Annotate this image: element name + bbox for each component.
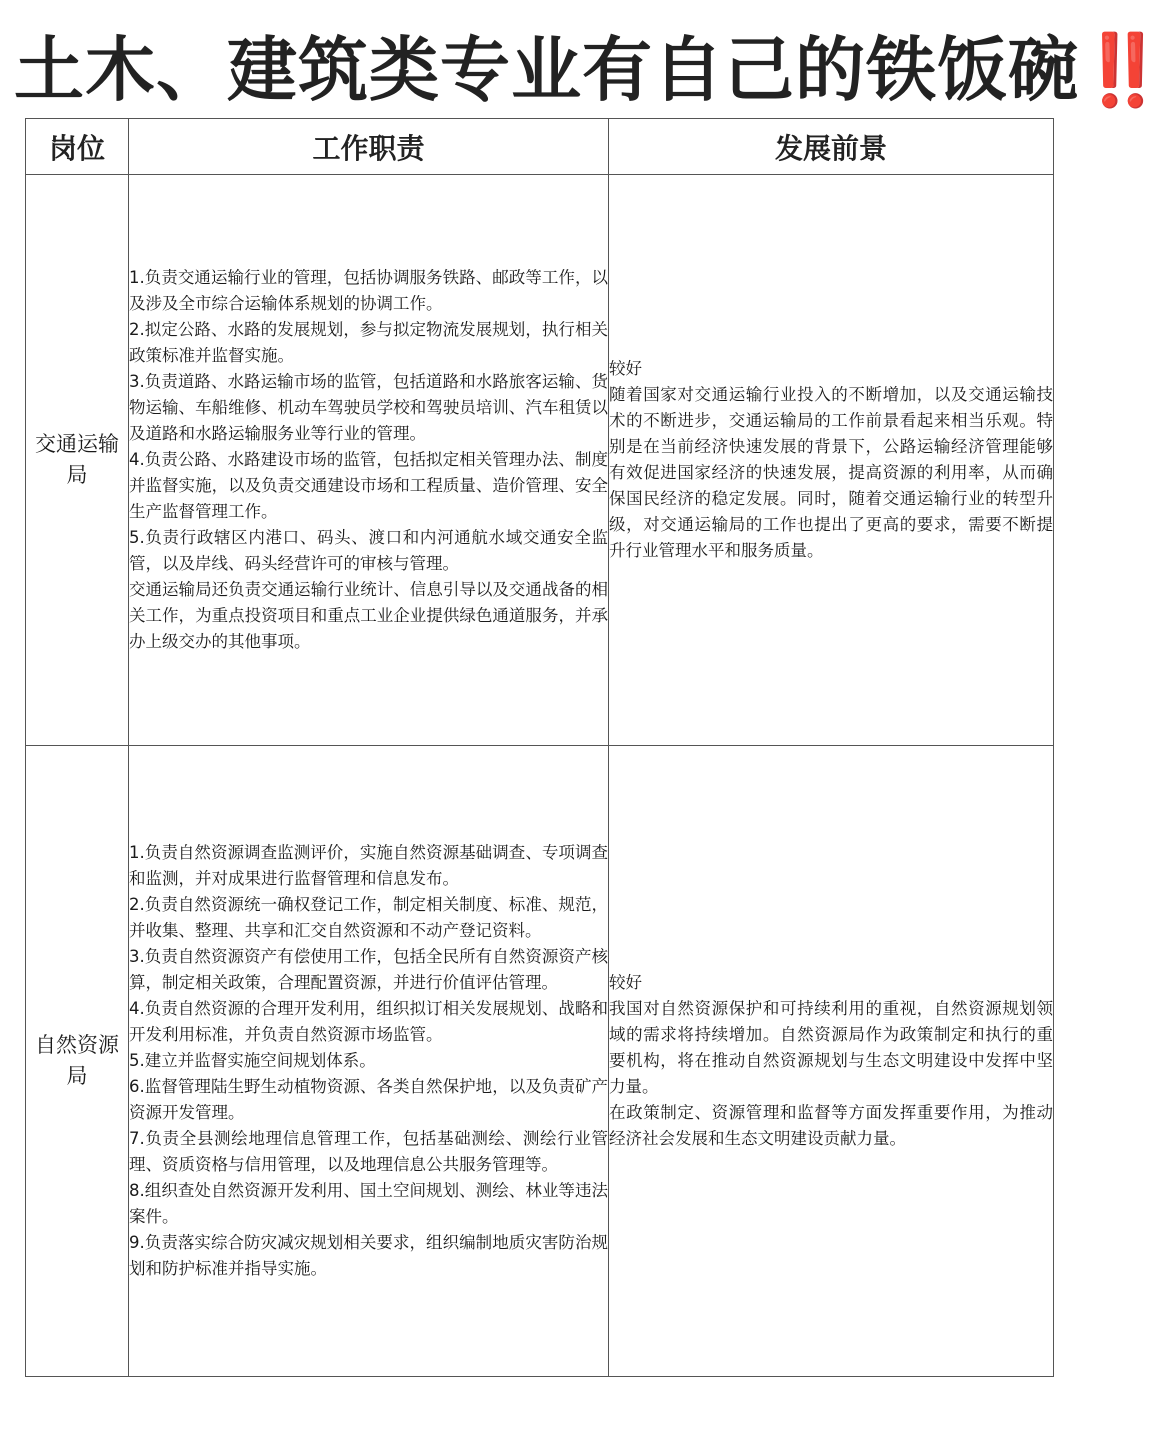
- duty-item: 1.负责自然资源调查监测评价，实施自然资源基础调查、专项调查和监测，并对成果进行监督管理和信息发布。: [129, 843, 608, 888]
- header-prospects: 发展前景: [609, 119, 1054, 175]
- duty-item: 3.负责自然资源资产有偿使用工作，包括全民所有自然资源资产核算，制定相关政策，合理配置资源，并进行价值评估管理。: [129, 947, 608, 992]
- duty-item: 4.负责公路、水路建设市场的监管，包括拟定相关管理办法、制度并监督实施，以及负责交通建设市场和工程质量、造价管理、安全生产监督管理工作。: [129, 450, 608, 521]
- table-row: [26, 746, 1054, 1377]
- position-cell: 自然资源局: [26, 746, 129, 1377]
- prospect-text: 我国对自然资源保护和可持续利用的重视，自然资源规划领域的需求将持续增加。自然资源局作为政策制定和执行的重要机构，将在推动自然资源规划与生态文明建设中发挥中坚力量。: [609, 999, 1053, 1096]
- prospect-text: 随着国家对交通运输行业投入的不断增加，以及交通运输技术的不断进步，交通运输局的工作前景看起来相当乐观。特别是在当前经济快速发展的背景下，公路运输经济管理能够有效促进国家经济的快速发展，提高资源的利用率，从而确保国民经济的稳定发展。同时，随着交通运输行业的转型升级，对交通运输局的工作也提出了更高的要求，需要不断提升行业管理水平和服务质量。: [609, 385, 1053, 560]
- duty-item: 5.建立并监督实施空间规划体系。: [129, 1051, 376, 1070]
- double-exclamation-icon: ‼️: [1079, 29, 1167, 111]
- table-header-row: [26, 119, 1054, 175]
- prospects-cell: [609, 175, 1054, 746]
- position-cell: 交通运输局: [26, 175, 129, 746]
- duty-item: 5.负责行政辖区内港口、码头、渡口和内河通航水域交通安全监管，以及岸线、码头经营许可的审核与管理。: [129, 528, 608, 573]
- table-row: [26, 175, 1054, 746]
- header-duties: 工作职责: [129, 119, 609, 175]
- duty-item: 交通运输局还负责交通运输行业统计、信息引导以及交通战备的相关工作，为重点投资项目和重点工业企业提供绿色通道服务，并承办上级交办的其他事项。: [129, 580, 608, 651]
- header-position: 岗位: [26, 119, 129, 175]
- title-text: 土木、建筑类专业有自己的铁饭碗: [14, 29, 1079, 111]
- duty-item: 1.负责交通运输行业的管理，包括协调服务铁路、邮政等工作，以及涉及全市综合运输体系规划的协调工作。: [129, 268, 608, 313]
- duty-item: 2.负责自然资源统一确权登记工作，制定相关制度、标准、规范，并收集、整理、共享和汇交自然资源和不动产登记资料。: [129, 895, 608, 940]
- prospects-cell: [609, 746, 1054, 1377]
- duties-cell: [129, 746, 609, 1377]
- page-title: [14, 22, 1167, 118]
- duty-item: 3.负责道路、水路运输市场的监管，包括道路和水路旅客运输、货物运输、车船维修、机动车驾驶员学校和驾驶员培训、汽车租赁以及道路和水路运输服务业等行业的管理。: [129, 372, 608, 443]
- prospect-rating: 较好: [609, 973, 642, 992]
- prospect-rating: 较好: [609, 359, 642, 378]
- jobs-table: [25, 118, 1054, 1377]
- duties-cell: [129, 175, 609, 746]
- duty-item: 9.负责落实综合防灾减灾规划相关要求，组织编制地质灾害防治规划和防护标准并指导实施。: [129, 1233, 608, 1278]
- duty-item: 7.负责全县测绘地理信息管理工作，包括基础测绘、测绘行业管理、资质资格与信用管理，以及地理信息公共服务管理等。: [129, 1129, 608, 1174]
- prospect-text: 在政策制定、资源管理和监督等方面发挥重要作用，为推动经济社会发展和生态文明建设贡献力量。: [609, 1103, 1053, 1148]
- duty-item: 2.拟定公路、水路的发展规划，参与拟定物流发展规划，执行相关政策标准并监督实施。: [129, 320, 608, 365]
- duty-item: 8.组织查处自然资源开发利用、国土空间规划、测绘、林业等违法案件。: [129, 1181, 608, 1226]
- duty-item: 4.负责自然资源的合理开发利用，组织拟订相关发展规划、战略和开发利用标准，并负责自然资源市场监管。: [129, 999, 608, 1044]
- duty-item: 6.监督管理陆生野生动植物资源、各类自然保护地，以及负责矿产资源开发管理。: [129, 1077, 608, 1122]
